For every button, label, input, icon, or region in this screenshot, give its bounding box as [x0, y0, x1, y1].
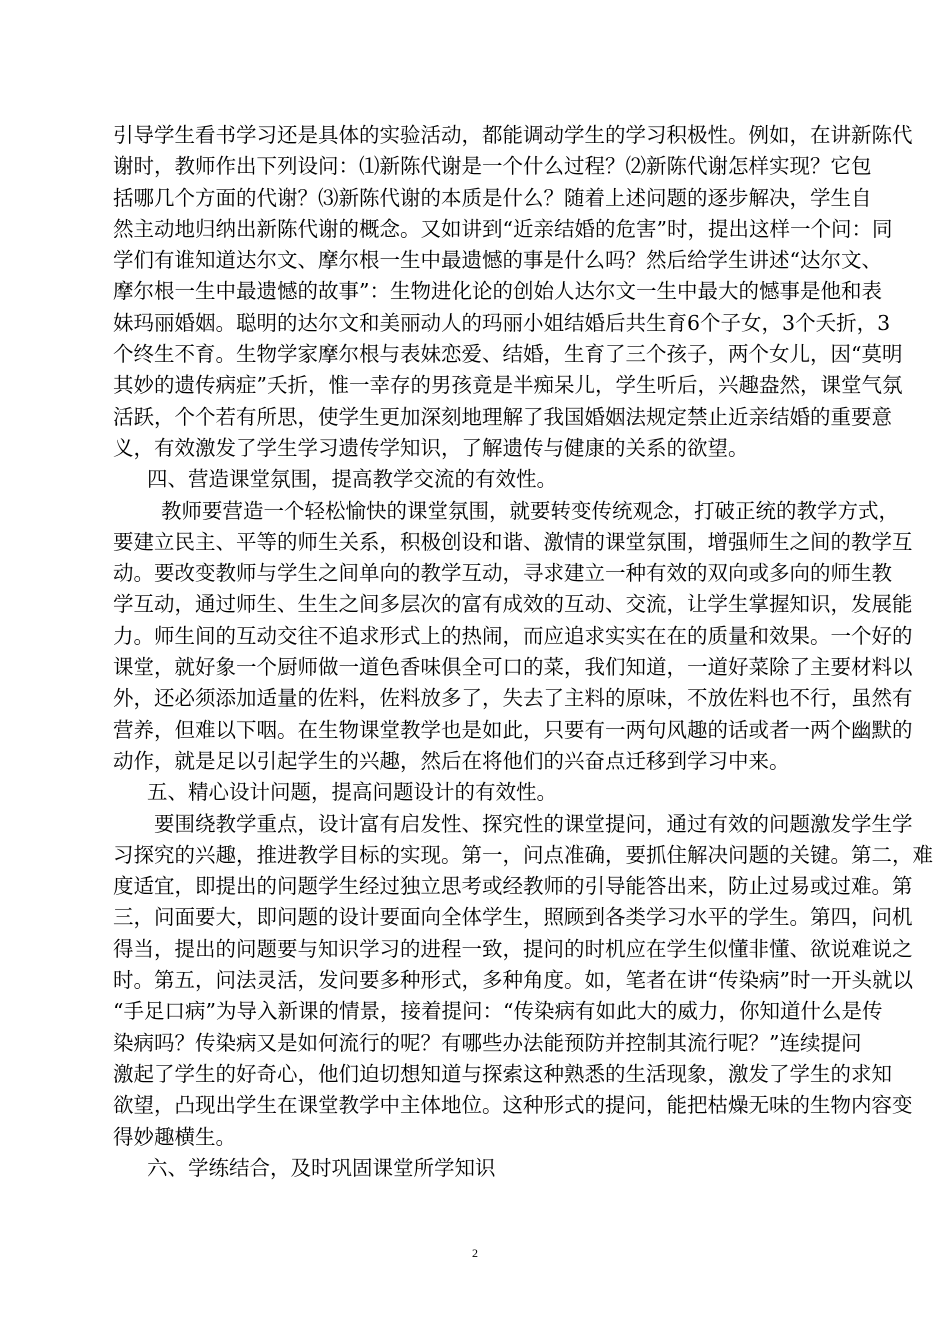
text-line: 括哪几个方面的代谢？⑶新陈代谢的本质是什么？随着上述问题的逐步解决，学生自: [113, 185, 872, 210]
text-line: 度适宜，即提出的问题学生经过独立思考或经教师的引导能答出来，防止过易或过难。第: [113, 874, 913, 899]
text-line: 妹玛丽婚姻。聪明的达尔文和美丽动人的玛丽小姐结婚后共生育6个子女，3个夭折，3: [113, 310, 891, 335]
text-line: 然主动地归纳出新陈代谢的概念。又如讲到“近亲结婚的危害”时，提出这样一个问：同: [113, 216, 893, 241]
section-heading: 五、精心设计问题，提高问题设计的有效性。: [147, 780, 557, 805]
text-line: 动作，就是足以引起学生的兴趣，然后在将他们的兴奋点迁移到学习中来。: [113, 748, 790, 773]
text-line: 教师要营造一个轻松愉快的课堂氛围，就要转变传统观念，打破正统的教学方式，: [161, 498, 899, 523]
text-line: 时。第五，问法灵活，发问要多种形式，多种角度。如，笔者在讲“传染病”时一开头就以: [113, 968, 913, 993]
text-line: 激起了学生的好奇心，他们迫切想知道与探索这种熟悉的生活现象，激发了学生的求知: [113, 1061, 892, 1086]
text-line: 外，还必须添加适量的佐料，佐料放多了，失去了主料的原味，不放佐料也不行，虽然有: [113, 686, 913, 711]
text-line: 动。要改变教师与学生之间单向的教学互动，寻求建立一种有效的双向或多向的师生教: [113, 561, 892, 586]
text-line: 学们有谁知道达尔文、摩尔根一生中最遗憾的事是什么吗？然后给学生讲述“达尔文、: [113, 248, 882, 273]
paragraph: [113, 809, 933, 1153]
section-heading: 四、营造课堂氛围，提高教学交流的有效性。: [147, 467, 557, 492]
text-line: 课堂，就好象一个厨师做一道色香味俱全可口的菜，我们知道，一道好菜除了主要材料以: [113, 655, 913, 680]
text-line: 要围绕教学重点，设计富有启发性、探究性的课堂提问，通过有效的问题激发学生学: [154, 811, 913, 836]
paragraph: [113, 496, 913, 778]
paragraph: [113, 120, 913, 464]
text-line: 活跃，个个若有所思，使学生更加深刻地理解了我国婚姻法规定禁止近亲结婚的重要意: [113, 404, 892, 429]
text-line: 要建立民主、平等的师生关系，积极创设和谐、激情的课堂氛围，增强师生之间的教学互: [113, 529, 913, 554]
section-heading: 六、学练结合，及时巩固课堂所学知识: [147, 1155, 496, 1180]
text-line: 营养，但难以下咽。在生物课堂教学也是如此，只要有一两句风趣的话或者一两个幽默的: [113, 717, 913, 742]
text-line: 得当，提出的问题要与知识学习的进程一致，提问的时机应在学生似懂非懂、欲说难说之: [113, 936, 913, 961]
text-line: 个终生不育。生物学家摩尔根与表妹恋爱、结婚，生育了三个孩子，两个女儿，因“莫明: [113, 342, 903, 367]
text-line: 其妙的遗传病症”夭折，惟一幸存的男孩竟是半痴呆儿，学生听后，兴趣盎然，课堂气氛: [113, 373, 903, 398]
text-line: 三，问面要大，即问题的设计要面向全体学生，照顾到各类学习水平的学生。第四，问机: [113, 905, 913, 930]
page-number: 2: [472, 1246, 478, 1260]
text-line: 欲望，凸现出学生在课堂教学中主体地位。这种形式的提问，能把枯燥无味的生物内容变: [113, 1093, 913, 1118]
text-line: 习探究的兴趣，推进教学目标的实现。第一，问点准确，要抓住解决问题的关键。第二，难: [113, 842, 933, 867]
text-line: 染病吗？传染病又是如何流行的呢？有哪些办法能预防并控制其流行呢？”连续提问: [113, 1030, 862, 1055]
text-line: “手足口病”为导入新课的情景，接着提问：“传染病有如此大的威力，你知道什么是传: [113, 999, 883, 1024]
text-line: 义，有效激发了学生学习遗传学知识，了解遗传与健康的关系的欲望。: [113, 435, 749, 460]
text-line: 引导学生看书学习还是具体的实验活动，都能调动学生的学习积极性。例如，在讲新陈代: [113, 123, 913, 147]
text-line: 学互动，通过师生、生生之间多层次的富有成效的互动、交流，让学生掌握知识，发展能: [113, 592, 913, 617]
text-line: 谢时，教师作出下列设问：⑴新陈代谢是一个什么过程？⑵新陈代谢怎样实现？它包: [113, 154, 872, 179]
document-body: [113, 120, 933, 1184]
text-line: 摩尔根一生中最遗憾的故事”：生物进化论的创始人达尔文一生中最大的憾事是他和表: [113, 279, 882, 304]
text-line: 得妙趣横生。: [113, 1124, 236, 1149]
text-line: 力。师生间的互动交往不追求形式上的热闹，而应追求实实在在的质量和效果。一个好的: [113, 623, 913, 648]
